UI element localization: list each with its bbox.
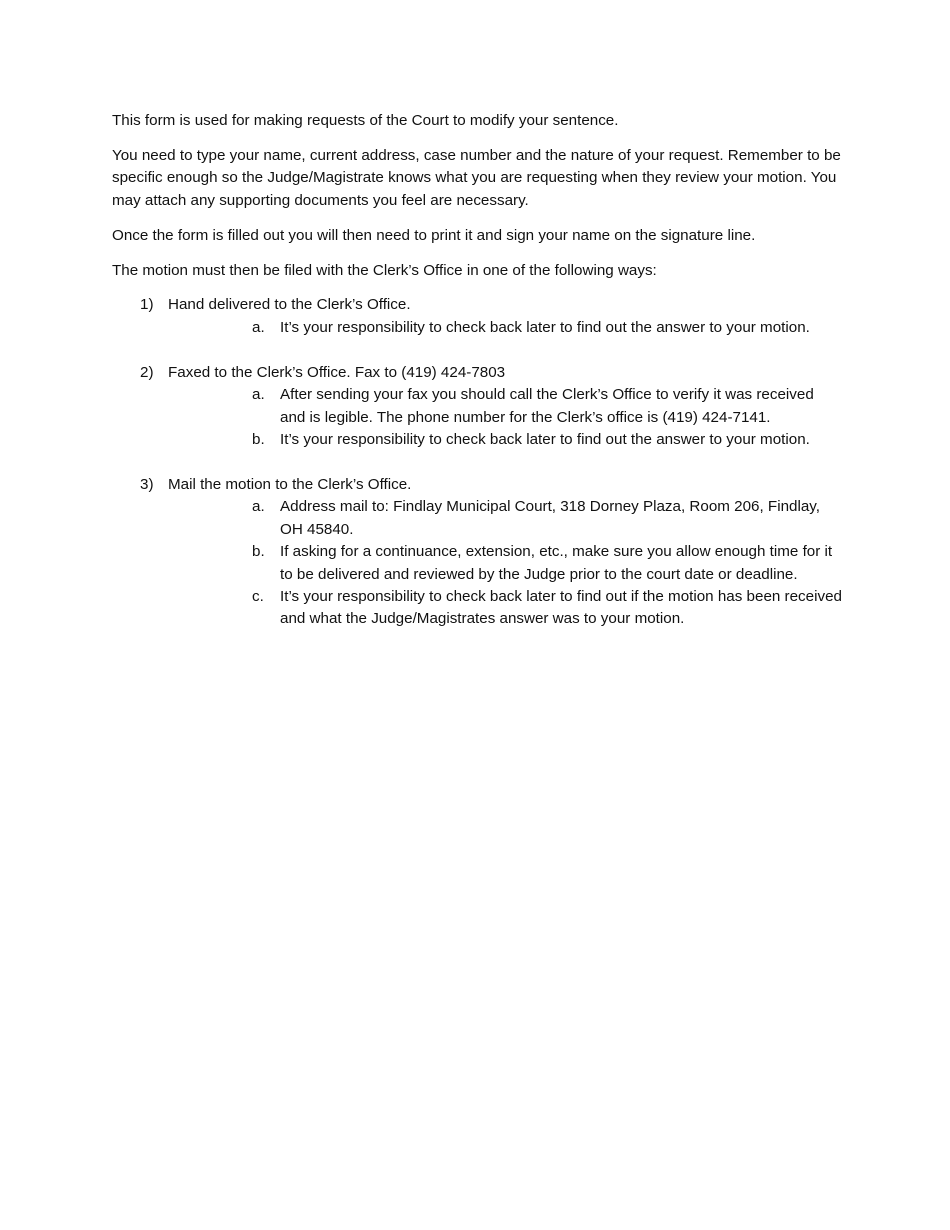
sub-list-text: If asking for a continuance, extension, etc., make sure you allow enough time for it to be delivered and reviewed by the Judge prior to the court date or deadline. (280, 543, 833, 583)
sub-list-item (168, 429, 842, 451)
list-number: 1) (140, 296, 154, 314)
sub-list-text: It’s your responsibility to check back later to find out if the motion has been received and what the Judge/Magistrates answer was to your motion. (280, 587, 842, 628)
list-number: 3) (140, 475, 154, 493)
sub-list-item (168, 384, 842, 429)
sub-list-text: It’s your responsibility to check back later to find out the answer to your motion. (280, 318, 810, 336)
intro-paragraph-instructions: You need to type your name, current address, case number and the nature of your request. Remember to be specific enough so the Judge/Magistrate knows what you are requesting when they review your motion. You may attach any supporting documents you feel are necessary. (112, 146, 841, 209)
intro-paragraph-filing-methods: The motion must then be filed with the Clerk’s Office in one of the following ways: (112, 261, 657, 279)
sub-list-item (168, 496, 842, 541)
filing-methods-list (112, 294, 842, 630)
sub-list-letter: a. (252, 498, 265, 516)
filing-method-fax (112, 362, 842, 452)
list-item-text: Faxed to the Clerk’s Office. Fax to (419) 424-7803 (168, 363, 506, 381)
sub-list-letter: c. (252, 587, 264, 605)
document-page (112, 110, 842, 653)
intro-paragraph-print-sign: Once the form is filled out you will then need to print it and sign your name on the signature line. (112, 226, 756, 244)
sub-list-letter: a. (252, 318, 265, 336)
filing-method-mail (112, 474, 842, 631)
filing-method-hand-delivered (112, 294, 842, 339)
list-item-text: Hand delivered to the Clerk’s Office. (168, 296, 411, 314)
list-item-text: Mail the motion to the Clerk’s Office. (168, 475, 412, 493)
list-number: 2) (140, 363, 154, 381)
sub-list-text: After sending your fax you should call the Clerk’s Office to verify it was received and is legible. The phone number for the Clerk’s office is (419) 424-7141. (280, 386, 814, 426)
sub-list-text: Address mail to: Findlay Municipal Court, 318 Dorney Plaza, Room 206, Findlay, OH 45840. (280, 498, 820, 538)
sub-list-letter: b. (252, 430, 265, 448)
sub-list-text: It’s your responsibility to check back later to find out the answer to your motion. (280, 430, 810, 448)
sub-list-item (168, 541, 842, 586)
sub-list-letter: a. (252, 386, 265, 404)
intro-paragraph-purpose: This form is used for making requests of the Court to modify your sentence. (112, 112, 619, 129)
sub-list-item (168, 317, 842, 339)
sub-list-item (168, 586, 842, 631)
sub-list-letter: b. (252, 543, 265, 561)
